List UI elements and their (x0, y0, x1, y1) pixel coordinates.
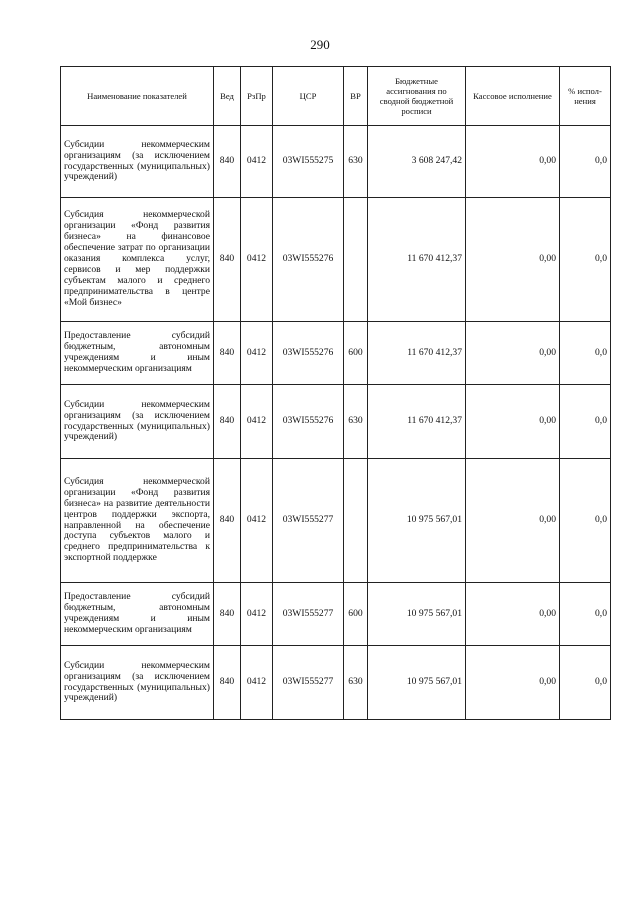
row-csr: 03WI555276 (273, 385, 344, 459)
row-csr: 03WI555277 (273, 583, 344, 646)
row-cash: 0,00 (466, 459, 560, 583)
row-name: Субсидии некоммерческим организациям (за исключением государственных (муниципальных) учреждений) (61, 126, 214, 198)
budget-table (60, 66, 611, 720)
header-csr: ЦСР (273, 67, 344, 126)
row-cash: 0,00 (466, 385, 560, 459)
row-vr: 630 (344, 646, 368, 720)
header-vr: ВР (344, 67, 368, 126)
row-vr (344, 198, 368, 322)
row-vr: 600 (344, 583, 368, 646)
row-percent: 0,0 (560, 646, 611, 720)
row-ved: 840 (214, 385, 241, 459)
row-ved: 840 (214, 322, 241, 385)
row-name: Субсидия некоммерческой организации «Фонд развития бизнеса» на финансовое обеспечение затрат по организации оказания комплекса услуг, сервисов и мер поддержки субъектам малого и среднего предпринимательства в центре «Мой бизнес» (61, 198, 214, 322)
row-rzpr: 0412 (241, 459, 273, 583)
table-header-row (61, 67, 611, 126)
row-budget: 11 670 412,37 (368, 198, 466, 322)
header-cash: Кассовое исполнение (466, 67, 560, 126)
row-ved: 840 (214, 198, 241, 322)
header-name: Наименование показателей (61, 67, 214, 126)
row-csr: 03WI555277 (273, 459, 344, 583)
row-percent: 0,0 (560, 126, 611, 198)
row-vr: 600 (344, 322, 368, 385)
row-csr: 03WI555277 (273, 646, 344, 720)
row-ved: 840 (214, 583, 241, 646)
table-row (61, 646, 611, 720)
header-budget: Бюджетные ассигнования по сводной бюджетной росписи (368, 67, 466, 126)
header-percent: % испол-нения (560, 67, 611, 126)
row-budget: 11 670 412,37 (368, 385, 466, 459)
row-percent: 0,0 (560, 322, 611, 385)
row-budget: 10 975 567,01 (368, 583, 466, 646)
table-row (61, 385, 611, 459)
row-rzpr: 0412 (241, 198, 273, 322)
row-name: Субсидии некоммерческим организациям (за исключением государственных (муниципальных) учреждений) (61, 385, 214, 459)
row-percent: 0,0 (560, 198, 611, 322)
row-percent: 0,0 (560, 583, 611, 646)
row-cash: 0,00 (466, 198, 560, 322)
row-rzpr: 0412 (241, 646, 273, 720)
row-csr: 03WI555275 (273, 126, 344, 198)
row-name: Субсидии некоммерческим организациям (за исключением государственных (муниципальных) учреждений) (61, 646, 214, 720)
row-rzpr: 0412 (241, 322, 273, 385)
row-ved: 840 (214, 646, 241, 720)
row-ved: 840 (214, 126, 241, 198)
row-cash: 0,00 (466, 322, 560, 385)
row-rzpr: 0412 (241, 583, 273, 646)
table-row (61, 198, 611, 322)
row-rzpr: 0412 (241, 126, 273, 198)
row-budget: 11 670 412,37 (368, 322, 466, 385)
table-row (61, 126, 611, 198)
row-budget: 3 608 247,42 (368, 126, 466, 198)
row-vr: 630 (344, 126, 368, 198)
table-row (61, 459, 611, 583)
row-percent: 0,0 (560, 385, 611, 459)
row-vr (344, 459, 368, 583)
row-name: Предоставление субсидий бюджетным, автономным учреждениям и иным некоммерческим организациям (61, 583, 214, 646)
row-csr: 03WI555276 (273, 198, 344, 322)
table-row (61, 583, 611, 646)
row-name: Предоставление субсидий бюджетным, автономным учреждениям и иным некоммерческим организациям (61, 322, 214, 385)
table-row (61, 322, 611, 385)
row-percent: 0,0 (560, 459, 611, 583)
row-budget: 10 975 567,01 (368, 646, 466, 720)
page-number: 290 (310, 37, 330, 52)
header-ved: Вед (214, 67, 241, 126)
row-name: Субсидия некоммерческой организации «Фонд развития бизнеса» на развитие деятельности центров поддержки экспорта, направленной на обеспечение доступа субъектов малого и среднего предпринимательства к экспортной поддержке (61, 459, 214, 583)
row-budget: 10 975 567,01 (368, 459, 466, 583)
row-cash: 0,00 (466, 583, 560, 646)
row-cash: 0,00 (466, 646, 560, 720)
header-rzpr: РзПр (241, 67, 273, 126)
row-csr: 03WI555276 (273, 322, 344, 385)
row-vr: 630 (344, 385, 368, 459)
row-rzpr: 0412 (241, 385, 273, 459)
row-ved: 840 (214, 459, 241, 583)
row-cash: 0,00 (466, 126, 560, 198)
